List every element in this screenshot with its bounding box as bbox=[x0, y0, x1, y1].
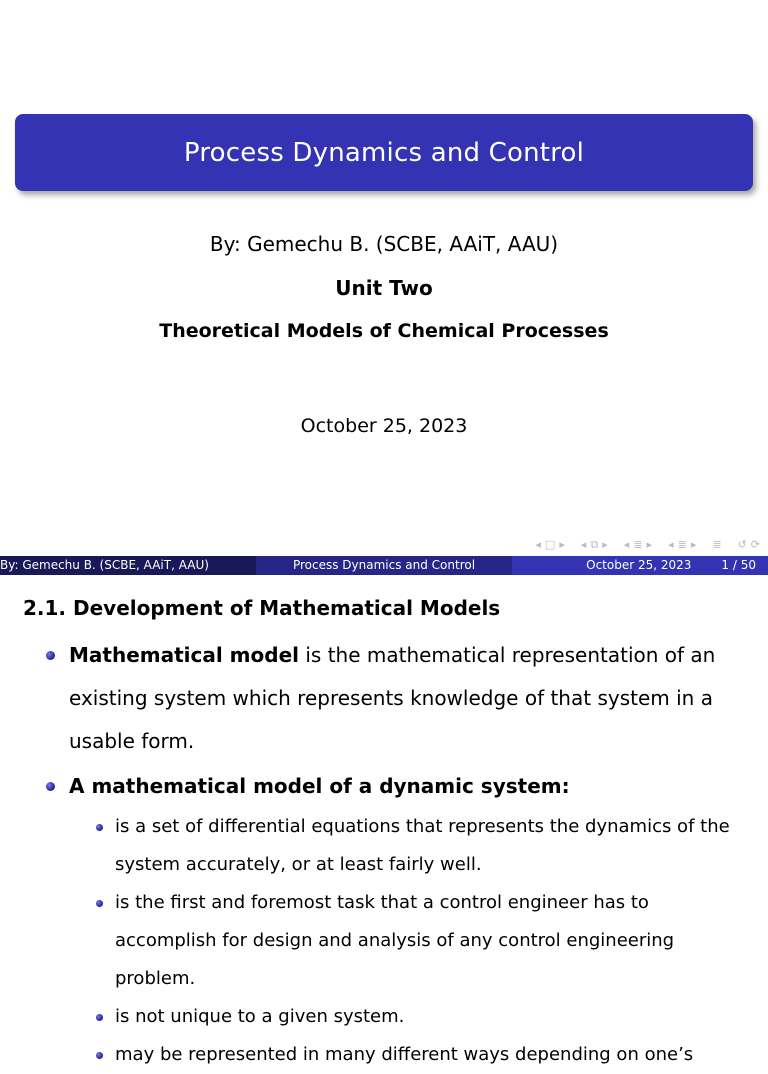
bullet-term: Mathematical model bbox=[69, 643, 299, 667]
sub-list-item bbox=[0, 998, 768, 1036]
sub-bullet-icon bbox=[96, 824, 103, 831]
nav-frame-icon[interactable]: □ bbox=[544, 538, 556, 551]
footer-page-number: 1 / 50 bbox=[721, 558, 756, 572]
sub-list-item bbox=[0, 808, 768, 884]
presentation-title: Process Dynamics and Control bbox=[183, 137, 585, 168]
footer-title: Process Dynamics and Control bbox=[256, 556, 512, 575]
bullet-heading: A mathematical model of a dynamic system: bbox=[69, 774, 570, 798]
sub-bullet-text: is the first and foremost task that a control engineer has to accomplish for design and analysis of any control engineering problem. bbox=[115, 892, 675, 989]
nav-subsection-prev-icon[interactable]: ◂ bbox=[580, 538, 587, 551]
title-banner bbox=[15, 114, 753, 191]
nav-section-icon[interactable]: ≣ bbox=[633, 538, 643, 551]
bullet-icon bbox=[46, 651, 55, 660]
nav-outline-icon[interactable]: ≣ bbox=[712, 538, 722, 551]
nav-section-prev-icon[interactable]: ◂ bbox=[623, 538, 630, 551]
slide-footer bbox=[0, 556, 768, 575]
sub-list-item bbox=[0, 884, 768, 998]
frame-title: 2.1. Development of Mathematical Models bbox=[23, 596, 501, 620]
footer-right bbox=[512, 556, 768, 575]
sub-bullet-icon bbox=[96, 1014, 103, 1021]
nav-subsection-icon[interactable]: ⧉ bbox=[590, 538, 599, 551]
nav-search-icon[interactable]: ↺ bbox=[737, 538, 747, 551]
bullet-icon bbox=[46, 782, 55, 791]
nav-search-icon-2[interactable]: ⟳ bbox=[750, 538, 760, 551]
list-item bbox=[0, 765, 768, 808]
nav-part-prev-icon[interactable]: ◂ bbox=[668, 538, 674, 551]
nav-frame-prev-icon[interactable]: ◂ bbox=[535, 538, 541, 551]
unit-label: Unit Two bbox=[335, 276, 433, 300]
content-slide bbox=[0, 576, 768, 1065]
sub-bullet-text: is not unique to a given system. bbox=[115, 1006, 405, 1027]
nav-section-next-icon[interactable]: ▸ bbox=[646, 538, 653, 551]
author-line: By: Gemechu B. (SCBE, AAiT, AAU) bbox=[209, 232, 559, 256]
sub-list-item bbox=[0, 1036, 768, 1074]
nav-subsection-next-icon[interactable]: ▸ bbox=[602, 538, 608, 551]
nav-part-next-icon[interactable]: ▸ bbox=[690, 538, 697, 551]
sub-bullet-icon bbox=[96, 900, 103, 907]
nav-part-icon[interactable]: ≣ bbox=[677, 538, 687, 551]
sub-bullet-text: may be represented in many different ways depending on one’s bbox=[115, 1044, 694, 1065]
bullet-list bbox=[0, 634, 768, 1074]
sub-bullet-text: is a set of differential equations that represents the dynamics of the system accurately, or at least fairly well. bbox=[115, 816, 730, 875]
footer-date: October 25, 2023 bbox=[586, 558, 692, 572]
sub-bullet-icon bbox=[96, 1052, 103, 1059]
navigation-symbols bbox=[535, 537, 760, 553]
presentation-subtitle: Theoretical Models of Chemical Processes bbox=[159, 320, 609, 342]
list-item bbox=[0, 634, 768, 763]
presentation-date: October 25, 2023 bbox=[300, 415, 468, 437]
nav-frame-next-icon[interactable]: ▸ bbox=[559, 538, 565, 551]
footer-author: By: Gemechu B. (SCBE, AAiT, AAU) bbox=[0, 556, 256, 575]
bullet-text: is the mathematical representation of an existing system which represents knowledge of that system in a usable form. bbox=[69, 643, 716, 753]
